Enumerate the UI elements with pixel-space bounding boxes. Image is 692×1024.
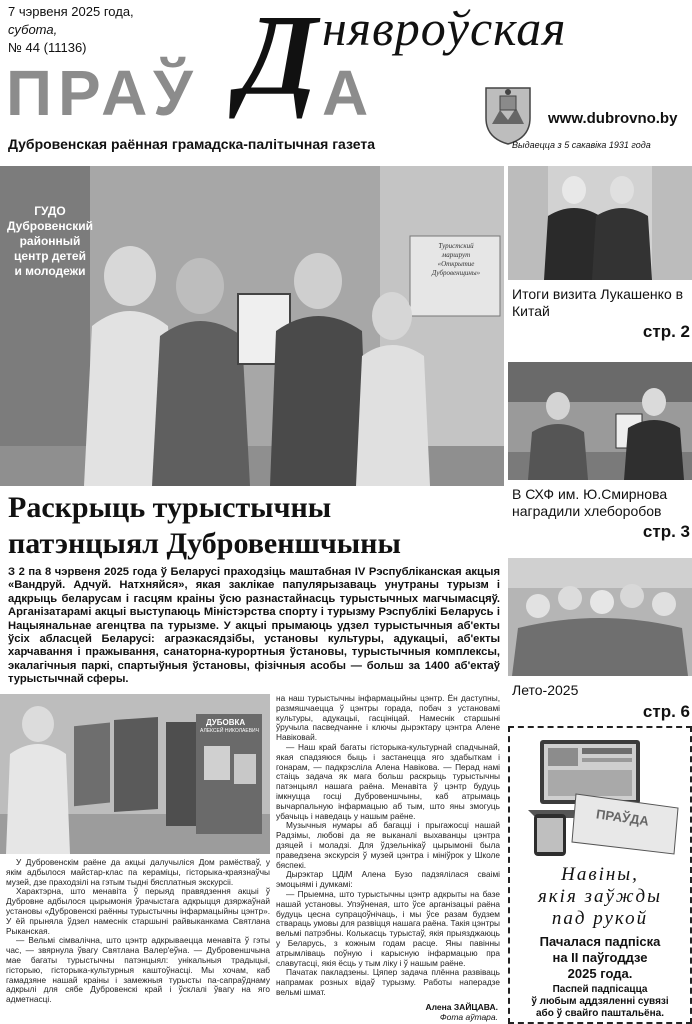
story2-page[interactable]: стр. 3 <box>642 522 690 541</box>
promo-paper-logo: ПРАЎДА <box>595 806 650 829</box>
article-paragraph: Музычныя нумары аб багацці і прыгажосці нашай Радзімы, любові да яе выканалі выхаванцы цэнтра дзяцей і моладзі. Для ўдзельнікаў цырымоніі была праведзена экскурсія ў музей цэнтра і мініўрок у Школе бяспекі. <box>276 820 500 870</box>
article-paragraph: на наш турыстычны інфармацыйны цэнтр. Ён даступны, размяшчаецца ў цэнтры горада, побач з установамі культуры, адукацыі, гасцініцай. Намеснік старшыні ўручыла пасведчанне і ключы дырэктару цэнтра Алене Навіковай. <box>276 694 500 743</box>
issue-date: 7 чэрвеня 2025 года, <box>8 4 134 19</box>
promo-slogan-2: якія заўжды <box>537 886 663 907</box>
article-paragraph: Пачатак пакладзены. Цяпер задача плённа развіваць напрамак розных відаў турызму. Работы наперадзе вельмі шмат. <box>276 967 500 997</box>
promo-note-2: ў любым аддзяленні сувязі <box>531 996 669 1007</box>
subscription-promo[interactable] <box>508 726 692 1024</box>
poster-line: маршрут <box>441 251 471 259</box>
article-paragraph: Дырэктар ЦДіМ Алена Бузо падзялілася сваімі эмоцыямі і думкамі: <box>276 869 500 890</box>
story2-photo[interactable] <box>508 362 692 480</box>
article-paragraph: — Вельмі сімвалічна, што цэнтр адкрываецца менавіта ў гэты час, — звярнула ўвагу Святлана Валер'еўна. — Дубровеншчына мае багаты турыстычны патэнцыял: унікальныя традыцыі, гісторыю, гісторыка-культурныя каштоўнасці. Мы хочам, каб гамадзяне нашай краіны і замежныя турысты па-сапраўднаму адкрылі для сябе Дубровенскі край і ўсклалі ўвагу на яго адметнасці. <box>6 935 270 1005</box>
lead-photo <box>0 166 504 486</box>
issue-number: № 44 (11136) <box>8 40 87 55</box>
story2-caption[interactable]: В СХФ им. Ю.Смирнова наградили хлеборобов <box>512 486 668 519</box>
masthead-subtitle: Дубровенская раённая грамадска-палітычная газета <box>8 136 376 152</box>
coat-of-arms-icon <box>482 84 534 146</box>
article-paragraph: У Дубровенскім раёне да акцыі далучыліся Дом рамёстваў, у якім адбылося майстар-клас па кераміцы, гісторыка-краязнаўчы музей, дзе праходзілі на гэтым тыдні бясплатныя экскурсіі. <box>6 858 270 887</box>
promo-slogan-3: пад рукой <box>551 908 649 929</box>
sign-line: районный <box>19 234 81 248</box>
poster-line: Туристский <box>438 242 474 250</box>
story3-caption[interactable]: Лето-2025 <box>512 682 579 698</box>
headline-line: Раскрыць турыстычны <box>8 491 332 524</box>
promo-image <box>518 734 682 858</box>
story3-page[interactable]: стр. 6 <box>642 702 690 721</box>
story3-photo[interactable] <box>508 558 692 676</box>
poster-line: Дубровенщины» <box>431 269 481 277</box>
sign-line: и молодежи <box>14 264 86 278</box>
promo-note-1: Паспей падпісацца <box>552 984 648 995</box>
lead-photo-sign <box>2 204 98 279</box>
masthead-title-left: ПРАЎ <box>6 57 200 129</box>
sidebar <box>508 166 692 1024</box>
masthead-title-top: нявроўская <box>322 0 567 56</box>
website-url[interactable]: www.dubrovno.by <box>548 110 678 127</box>
promo-campaign-1: Пачалася падпіска <box>539 934 661 949</box>
promo-campaign-3: 2025 года. <box>567 966 633 981</box>
article-column-1 <box>6 858 270 1022</box>
sign-line: центр детей <box>14 249 86 263</box>
issue-weekday: субота, <box>8 22 58 37</box>
story1-page[interactable]: стр. 2 <box>642 322 690 341</box>
lead-headline[interactable] <box>8 490 502 562</box>
article-byline: Алена ЗАЙЦАВА. <box>425 1002 498 1012</box>
masthead-title-d: Д <box>238 0 318 120</box>
exhibit-photo <box>0 694 270 854</box>
poster-line: «Открытие <box>437 260 475 268</box>
article-paragraph: — Наш край багаты гісторыка-культурнай спадчынай, якая спадзяюся быць і застанецца яго здабыткам і гонарам, — падкрэсліла Алена Навікова. — Перад намі стаіць задача як мага больш раскрыць турыстычны патэнцыял нашага раёна. Менавіта ў цэнтр будуць імкнуцца госці Дубровеншчыны, каб атрымаць вычарпальную інфармацыю аб тым, што яны змогуць убачыць і наведаць у нашым раёне. <box>276 741 500 821</box>
article-column-2 <box>276 694 500 1000</box>
lead-summary: З 2 па 8 чэрвеня 2025 года ў Беларусі праходзіць маштабная IV Рэспубліканская акцыя «Вандруй. Адчуй. Натхняйся», якая заклікае папулярызаваць унутраны турызм і адкрыць беларусам і гасцям краіны ўсю разнастайнасць турыстычных магчымасцяў. Арганізатарамі акцыі выступаюць Міністэрства спорту і турызму Рэспублікі Беларусь і Нацыянальнае агенцтва па турызме. У акцыі прымаюць удзел турыстычныя аб'екты ўсіх абласцей Беларусі: аграэкасядзібы, установы культуры, адукацыі, аб'екты харчавання і пражывання, санаторна-курортныя ўстановы, турыстычныя комплексы, экалагічныя паркі, спартыўныя ўстановы, фізічныя асобы — больш за 1400 аб'ектаў турыстычнай сферы. <box>8 566 500 686</box>
promo-slogan-1: Навіны, <box>561 864 639 885</box>
article-paragraph: — Прыемна, што турыстычны цэнтр адкрыты на базе нашай установы. Упэўненая, што ўсе арганізацыі раёна будуць цесна супрацоўнічаць, і мы ўсе разам будзем ствараць умовы для развіцця нашага раёна. Такія цэнтры вельмі патрэбны. Колькасць турыстаў, якія прыязджаюць у Беларусь, з кожным годам расце. Яны павінны атрымліваць поўную і карысную інфармацыю пра славутасці, якія ёсць у тым ліку і ў нашым раёне. <box>276 888 500 968</box>
headline-line: патэнцыял Дубровеншчыны <box>8 527 401 560</box>
exhibit-board-title: ДУБОВКА <box>206 718 246 727</box>
story1-caption[interactable]: Итоги визита Лукашенко в Китай <box>512 286 684 319</box>
masthead <box>0 0 692 160</box>
founded-note: Выдаецца з 5 сакавіка 1931 года <box>512 140 651 150</box>
photo-credit: Фота аўтара. <box>439 1012 498 1022</box>
story1-photo[interactable] <box>508 166 692 280</box>
article-paragraph: Характэрна, што менавіта ў перыяд правядзення акцыі ў Дубровне адбылося цырымонія ўрачыстага адкрыцця дзяржаўнай установы «Дубровенскі раённы турыстычны інфармацыйны цэнтр». У ёй прыняла ўдзел намеснік старшыні райвыканкама Святлана Рыканская. <box>6 886 270 936</box>
promo-campaign-2: на II паўгоддзе <box>552 950 648 965</box>
exhibit-board-subtitle: АЛЕКСЕЙ НИКОЛАЕВИЧ <box>200 728 259 734</box>
masthead-title-right: А <box>322 57 369 129</box>
sign-line: ГУДО <box>34 204 66 218</box>
promo-note-3: або ў свайго паштальёна. <box>535 1008 664 1019</box>
lead-photo-poster <box>414 242 498 278</box>
sign-line: Дубровенский <box>6 219 93 233</box>
